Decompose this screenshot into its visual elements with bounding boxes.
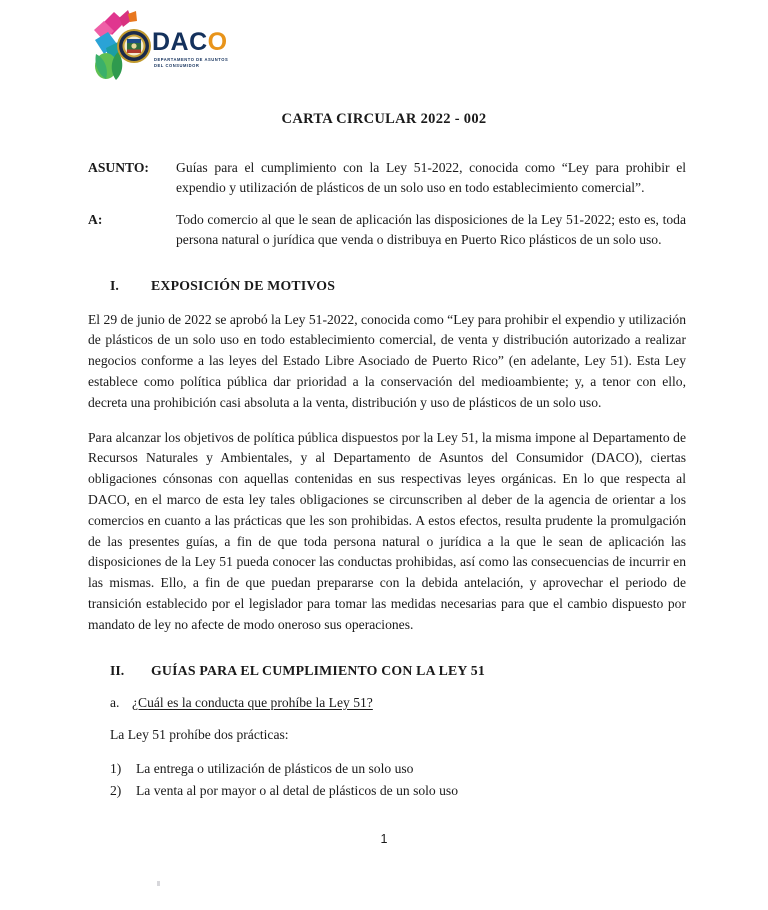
document-body <box>88 158 686 802</box>
section-heading-ii <box>88 663 686 679</box>
list-item <box>110 780 686 802</box>
page-number: 1 <box>380 832 388 846</box>
daco-tagline <box>154 57 332 68</box>
field-a <box>88 210 686 251</box>
daco-wordmark-main: DAC <box>152 28 208 56</box>
letterhead <box>92 8 342 88</box>
sub-item-a-text: ¿Cuál es la conducta que prohíbe la Ley 51? <box>132 694 373 710</box>
list-item-2-number: 2) <box>110 782 122 798</box>
field-asunto <box>88 158 686 199</box>
list-item-1-text: La entrega o utilización de plásticos de un solo uso <box>136 760 414 776</box>
daco-wordmark-text <box>152 30 332 55</box>
scan-artifact <box>157 881 160 886</box>
daco-wordmark <box>152 30 332 68</box>
section-ii-sub-item-a <box>88 695 686 711</box>
list-item <box>110 758 686 780</box>
document-title: CARTA CIRCULAR 2022 - 002 <box>281 111 487 127</box>
section-ii-title: GUÍAS PARA EL CUMPLIMIENTO CON LA LEY 51 <box>151 662 485 678</box>
field-a-label: A: <box>88 211 103 227</box>
daco-tagline-line-2: DEL CONSUMIDOR <box>154 62 200 68</box>
section-i-paragraph-2: Para alcanzar los objetivos de política pública dispuestos por la Ley 51, la misma impone al Departamento de Recursos Naturales y Ambientales, y al Departamento de Asuntos del Consumidor (DACO), ciertas obligaciones cónsonas con aquellas contenidas en sus respectivas leyes orgánicas. En lo que respecta al DACO, en el marco de esta ley tales obligaciones se circunscriben al deber de la agencia de orientar a los comercios en cuanto a las prácticas que les son prohibidas. A estos efectos, resulta prudente la promulgación de las presentes guías, a fin de que toda persona natural o jurídica a la que le sean de aplicación las disposiciones de la Ley 51 pueda conocer las conductas prohibidas, así como las consecuencias de incurrir en las mismas. Ello, a fin de que puedan prepararse con la debida antelación, y aprovechar el periodo de transición establecido por el legislador para tomar las medidas necesarias para que el cambio dispuesto por mandato de ley no afecte de modo oneroso sus operaciones. <box>88 429 686 632</box>
list-item-2-text: La venta al por mayor o al detal de plásticos de un solo uso <box>136 782 459 798</box>
section-ii-lead-line: La Ley 51 prohíbe dos prácticas: <box>110 726 289 742</box>
section-ii-numeral: II. <box>110 662 125 678</box>
field-asunto-label: ASUNTO: <box>88 160 149 175</box>
daco-wordmark-accent: O <box>207 28 228 56</box>
daco-logo-icon <box>92 8 158 84</box>
sub-item-a-marker: a. <box>110 694 120 710</box>
section-i-title: EXPOSICIÓN DE MOTIVOS <box>151 277 336 293</box>
section-i-numeral: I. <box>110 277 119 293</box>
field-a-value: Todo comercio al que le sean de aplicación las disposiciones de la Ley 51-2022; esto es, toda persona natural o jurídica que venda o distribuya en Puerto Rico plásticos de un solo uso. <box>176 211 686 248</box>
field-asunto-value: Guías para el cumplimiento con la Ley 51-2022, conocida como “Ley para prohibir el expendio y utilización de plásticos de un solo uso en todo establecimiento comercial”. <box>176 160 686 196</box>
prohibited-practices-list <box>88 758 686 802</box>
section-heading-i <box>88 278 686 294</box>
list-item-1-number: 1) <box>110 760 122 776</box>
daco-tagline-line-1: DEPARTAMENTO DE ASUNTOS <box>154 57 229 62</box>
section-i-paragraph-1: El 29 de junio de 2022 se aprobó la Ley 51-2022, conocida como “Ley para prohibir el expendio y utilización de plásticos de un solo uso en todo establecimiento comercial, de venta y distribución autorizado a realizar negocios conforme a las leyes del Estado Libre Asociado de Puerto Rico” (en adelante, Ley 51). Esta Ley establece como política pública dar prioridad a la conservación del medioambiente; y, a tenor con ello, decreta una prohibición casi absoluta a la venta, distribución y uso de plásticos de un solo uso. <box>88 311 686 410</box>
